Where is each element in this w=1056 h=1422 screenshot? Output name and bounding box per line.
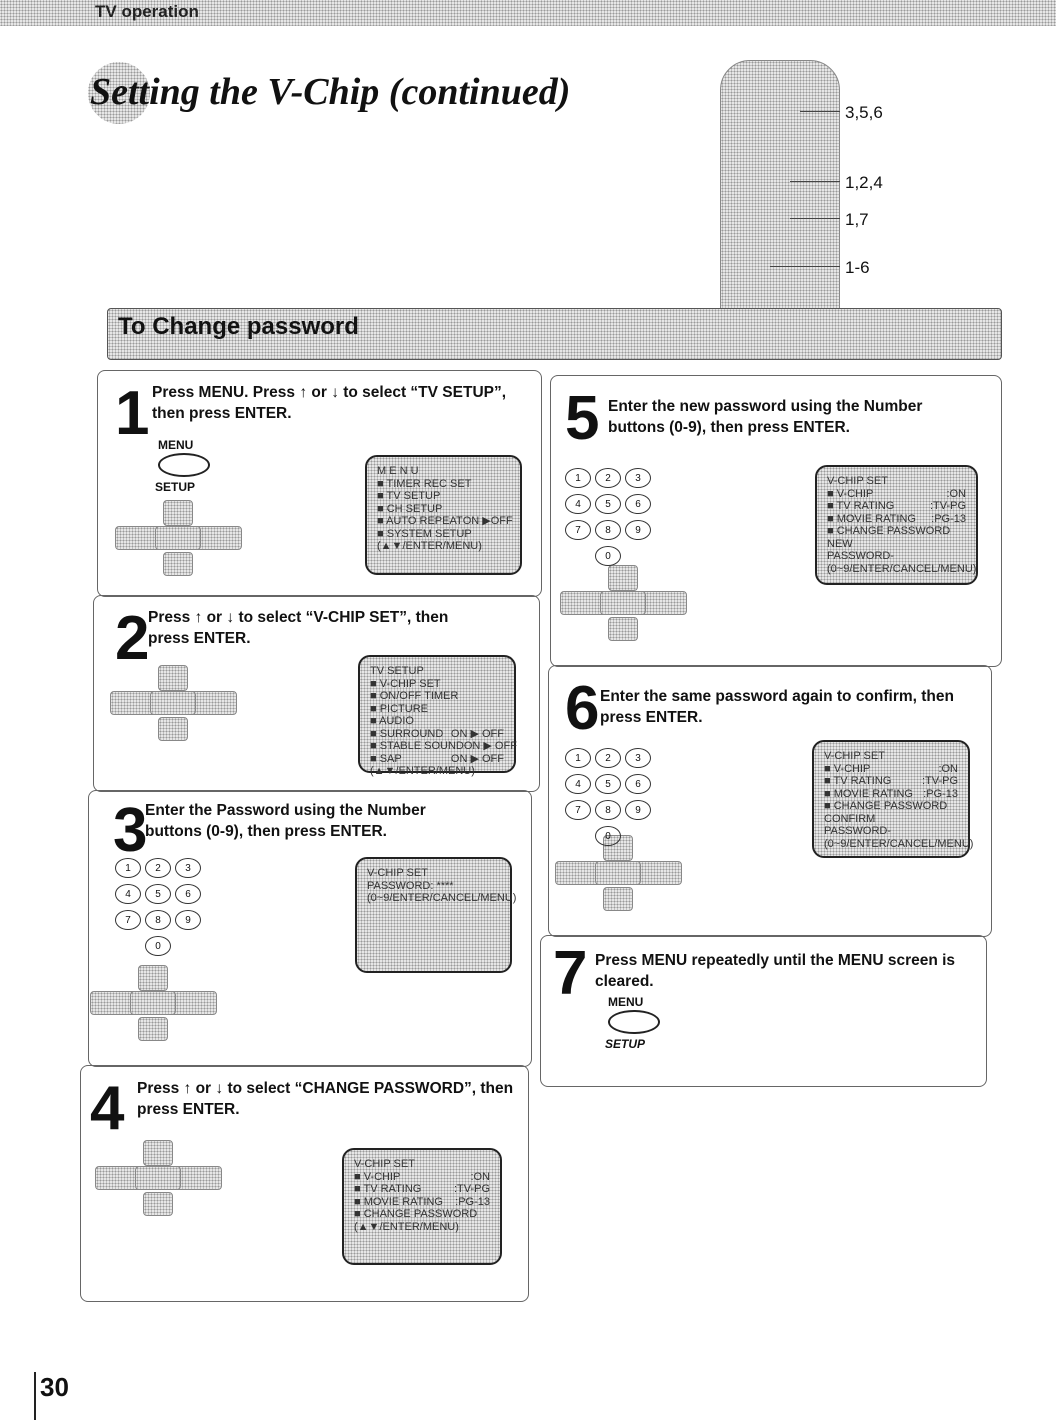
screen-line <box>824 837 974 851</box>
screen-line <box>354 1158 490 1171</box>
screen-line-label: PASSWORD: **** <box>367 879 454 892</box>
number-button: 1 <box>565 468 591 488</box>
screen-line-label: ■ TV RATING <box>354 1183 422 1195</box>
screen-line-label: ■ V-CHIP <box>354 1170 401 1183</box>
step-instruction: Press MENU. Press ↑ or ↓ to select “TV SETUP”, then press ENTER. <box>152 384 507 422</box>
number-button: 6 <box>625 774 651 794</box>
enter-button <box>155 526 201 550</box>
screen-line-label: ■ V-CHIP SET <box>370 677 441 690</box>
page-title: Setting the V-Chip (continued) <box>90 71 571 113</box>
page-number: 30 <box>34 1372 69 1420</box>
screen-line-label: (0~9/ENTER/CANCEL/MENU) <box>367 892 517 904</box>
screen-line <box>370 728 504 741</box>
right-button <box>634 861 682 885</box>
up-arrow-button <box>158 665 188 691</box>
setup-label: SETUP <box>605 1037 646 1051</box>
step-instruction: Enter the same password again to confirm, then press ENTER. <box>600 688 954 726</box>
down-arrow-button <box>163 552 193 576</box>
screen-line-value: :TV-PG <box>921 775 958 787</box>
screen-line <box>377 540 510 553</box>
screen-line-label: (▲▼/ENTER/MENU) <box>370 765 475 777</box>
enter-button <box>130 991 176 1015</box>
remote-label: 1-6 <box>845 258 870 277</box>
right-button <box>194 526 242 550</box>
screen-line <box>377 490 510 503</box>
step-number: 3 <box>113 796 148 865</box>
screen-line <box>377 528 510 541</box>
menu-button-icon <box>608 1010 660 1034</box>
screen-line-label: ■ SAP <box>370 752 402 765</box>
screen-line-label: PASSWORD- <box>827 550 895 562</box>
screen-line-label: ■ ON/OFF TIMER <box>370 690 459 702</box>
screen-line <box>377 503 510 516</box>
screen-line-value: :TV-PG <box>453 1183 490 1195</box>
screen-line <box>827 550 966 563</box>
number-button: 9 <box>625 520 651 540</box>
screen-line-label: NEW <box>827 537 853 550</box>
step-number: 7 <box>553 939 588 1008</box>
screen-line <box>354 1183 490 1196</box>
callout-line <box>790 181 840 182</box>
screen-line-label: ■ MOVIE RATING <box>824 787 913 800</box>
down-arrow-button <box>138 1017 168 1041</box>
up-arrow-button <box>608 565 638 591</box>
down-arrow-button <box>143 1192 173 1216</box>
enter-button <box>150 691 196 715</box>
step-instruction: Enter the new password using the Number buttons (0-9), then press ENTER. <box>608 398 923 436</box>
screen-line <box>827 500 966 513</box>
callout-line <box>770 266 840 267</box>
right-button <box>189 691 237 715</box>
tv-screen <box>365 455 522 575</box>
screen-line <box>824 800 958 813</box>
remote-illustration <box>720 60 840 312</box>
step-instruction: Press MENU repeatedly until the MENU screen is cleared. <box>595 952 956 990</box>
tv-screen <box>355 857 517 973</box>
screen-line-label: ■ CHANGE PASSWORD <box>824 800 948 812</box>
enter-dpad-icon <box>95 1140 220 1215</box>
number-button: 3 <box>625 468 651 488</box>
enter-button <box>600 591 646 615</box>
number-button: 2 <box>595 748 621 768</box>
step-instruction: Press ↑ or ↓ to select “V-CHIP SET”, then press ENTER. <box>148 609 449 647</box>
screen-line <box>370 765 504 778</box>
screen-line <box>370 715 504 728</box>
step-number: 6 <box>565 674 600 743</box>
screen-line-label: M E N U <box>377 465 419 477</box>
tv-screen <box>342 1148 502 1265</box>
screen-line-label: (0~9/ENTER/CANCEL/MENU) <box>827 562 977 575</box>
screen-line <box>377 515 513 528</box>
screen-line <box>370 740 517 753</box>
number-button: 7 <box>565 800 591 820</box>
screen-line-value: :PG-13 <box>923 787 958 800</box>
screen-line <box>824 750 958 763</box>
right-button <box>639 591 687 615</box>
step-number: 5 <box>565 384 600 453</box>
number-button: 4 <box>565 494 591 514</box>
screen-line-label: PASSWORD- <box>824 825 892 837</box>
callout-line <box>800 111 840 112</box>
number-button: 6 <box>625 494 651 514</box>
number-buttons <box>115 858 205 956</box>
screen-line-label: ■ SYSTEM SETUP <box>377 527 472 540</box>
number-button: 3 <box>175 858 201 878</box>
tv-screen <box>812 740 974 858</box>
screen-line-value: :TV-PG <box>929 500 966 512</box>
number-button: 7 <box>115 910 141 930</box>
screen-line <box>827 538 966 551</box>
enter-button <box>595 861 641 885</box>
screen-line-value: ON ▶ OFF <box>463 740 517 752</box>
section-title: To Change password <box>118 313 359 340</box>
number-button: 7 <box>565 520 591 540</box>
callout-line <box>790 218 840 219</box>
screen-line <box>824 775 958 788</box>
screen-line-value: :PG-13 <box>931 512 966 525</box>
enter-dpad-icon <box>115 500 240 575</box>
screen-line <box>354 1221 490 1234</box>
screen-line-value: ON ▶ OFF <box>450 727 504 740</box>
screen-line <box>824 763 958 776</box>
screen-line <box>824 788 958 801</box>
screen-line-label: ■ TV RATING <box>827 500 895 512</box>
screen-line-label: V-CHIP SET <box>367 867 428 879</box>
screen-line-label: (▲▼/ENTER/MENU) <box>377 540 482 552</box>
screen-line-label: TV SETUP <box>370 665 424 677</box>
down-arrow-button <box>158 717 188 741</box>
up-arrow-button <box>143 1140 173 1166</box>
screen-line <box>827 488 966 501</box>
step-instruction: Press ↑ or ↓ to select “CHANGE PASSWORD”, then press ENTER. <box>137 1080 514 1118</box>
screen-line-label: (▲▼/ENTER/MENU) <box>354 1220 459 1233</box>
enter-button <box>135 1166 181 1190</box>
enter-dpad-icon <box>90 965 215 1040</box>
enter-dpad-icon <box>110 665 235 740</box>
down-arrow-button <box>603 887 633 911</box>
screen-line <box>354 1208 490 1221</box>
number-button: 9 <box>625 800 651 820</box>
section-header <box>107 308 1002 360</box>
number-button: 5 <box>595 494 621 514</box>
number-buttons <box>565 468 655 566</box>
screen-line-label: ■ STABLE SOUND <box>370 740 464 752</box>
number-button: 0 <box>145 936 171 956</box>
screen-line-label: ■ V-CHIP <box>827 487 874 500</box>
screen-line-label: V-CHIP SET <box>824 750 885 762</box>
number-button: 5 <box>145 884 171 904</box>
right-button <box>169 991 217 1015</box>
header-section: TV operation <box>95 2 199 21</box>
screen-line <box>370 665 504 678</box>
screen-line-value: :ON <box>946 487 966 500</box>
screen-line-label: ■ AUTO REPEAT <box>377 515 463 527</box>
screen-line-label: ■ TV RATING <box>824 775 892 787</box>
screen-line <box>367 892 517 905</box>
number-button: 3 <box>625 748 651 768</box>
number-button: 2 <box>595 468 621 488</box>
screen-line <box>367 880 500 893</box>
setup-label: SETUP <box>155 480 196 494</box>
header-bar <box>0 0 1056 26</box>
menu-button-icon <box>158 453 210 477</box>
number-button: 1 <box>115 858 141 878</box>
screen-line <box>827 475 966 488</box>
screen-line-label: (0~9/ENTER/CANCEL/MENU) <box>824 837 974 850</box>
screen-line-label: V-CHIP SET <box>827 475 888 487</box>
screen-line-label: ■ SURROUND <box>370 727 444 740</box>
screen-line <box>370 703 504 716</box>
number-button: 8 <box>145 910 171 930</box>
screen-line <box>370 753 504 766</box>
screen-line <box>354 1171 490 1184</box>
number-button: 4 <box>565 774 591 794</box>
number-button: 9 <box>175 910 201 930</box>
step-number: 2 <box>115 604 150 673</box>
up-arrow-button <box>163 500 193 526</box>
enter-dpad-icon <box>560 565 685 640</box>
number-button: 5 <box>595 774 621 794</box>
screen-line-label: ■ PICTURE <box>370 702 428 715</box>
up-arrow-button <box>138 965 168 991</box>
step-number: 4 <box>90 1074 125 1143</box>
screen-line-label: ■ AUDIO <box>370 715 414 727</box>
screen-line <box>827 525 966 538</box>
screen-line <box>367 867 500 880</box>
screen-line-label: ■ MOVIE RATING <box>827 512 916 525</box>
screen-line-value: :ON <box>470 1170 490 1183</box>
number-button: 8 <box>595 520 621 540</box>
screen-line <box>354 1196 490 1209</box>
number-button: 8 <box>595 800 621 820</box>
number-button: 6 <box>175 884 201 904</box>
number-button: 1 <box>565 748 591 768</box>
screen-line-value: ON ▶OFF <box>462 515 513 527</box>
screen-line-label: ■ CH SETUP <box>377 502 443 515</box>
menu-button-label: MENU <box>158 438 194 452</box>
enter-dpad-icon <box>555 835 680 910</box>
screen-line <box>370 690 504 703</box>
screen-line-value: :ON <box>938 762 958 775</box>
remote-label: 1,2,4 <box>845 173 883 192</box>
number-button: 0 <box>595 546 621 566</box>
screen-line-label: ■ CHANGE PASSWORD <box>827 525 951 537</box>
tv-screen <box>358 655 517 777</box>
screen-line <box>824 813 958 826</box>
number-button: 0 <box>595 826 621 846</box>
remote-label: 1,7 <box>845 210 869 229</box>
screen-line <box>827 513 966 526</box>
number-button: 2 <box>145 858 171 878</box>
screen-line-label: V-CHIP SET <box>354 1158 415 1170</box>
screen-line-value: :PG-13 <box>455 1195 490 1208</box>
menu-button-label: MENU <box>608 995 644 1009</box>
step-instruction: Enter the Password using the Number buttons (0-9), then press ENTER. <box>145 802 426 840</box>
screen-line <box>824 825 958 838</box>
down-arrow-button <box>608 617 638 641</box>
remote-label: 3,5,6 <box>845 103 883 122</box>
screen-line-label: ■ TIMER REC SET <box>377 477 472 490</box>
screen-line-label: ■ TV SETUP <box>377 490 441 502</box>
number-buttons <box>565 748 655 846</box>
screen-line-label: CONFIRM <box>824 812 876 825</box>
screen-line <box>377 465 510 478</box>
screen-line <box>827 562 977 576</box>
screen-line-label: ■ V-CHIP <box>824 762 871 775</box>
tv-screen <box>815 465 978 585</box>
screen-line <box>377 478 510 491</box>
screen-line-value: ON ▶ OFF <box>450 752 504 765</box>
step-number: 1 <box>115 379 150 448</box>
number-button: 4 <box>115 884 141 904</box>
screen-line-label: ■ MOVIE RATING <box>354 1195 443 1208</box>
screen-line-label: ■ CHANGE PASSWORD <box>354 1208 478 1220</box>
screen-line <box>370 678 504 691</box>
right-button <box>174 1166 222 1190</box>
